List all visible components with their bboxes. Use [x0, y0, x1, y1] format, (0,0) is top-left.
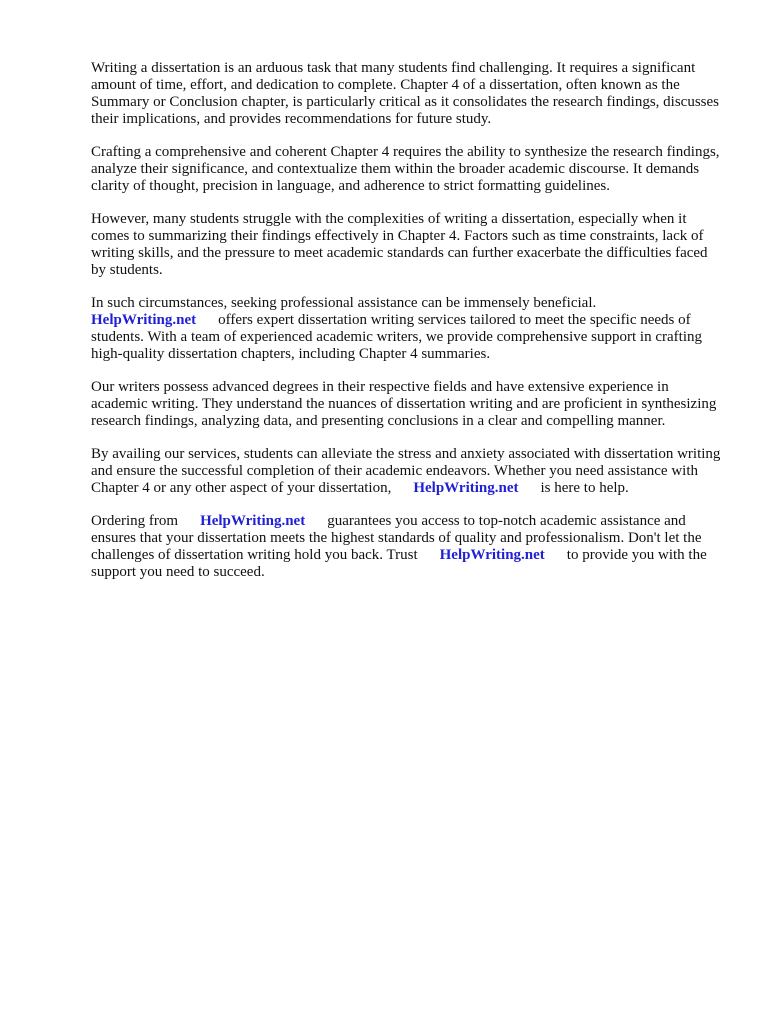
paragraph-ordering	[91, 513, 723, 581]
document-body	[91, 60, 723, 597]
helpwriting-link[interactable]: HelpWriting.net	[439, 547, 545, 563]
paragraph-professional-assistance	[91, 295, 723, 363]
paragraph-text: guarantees you access to top-notch academic assistance and ensures that your dissertation meets the highest standards of quality and professionalism. Don't let the challenges of dissertation writing hold you back. Trust	[91, 513, 702, 563]
helpwriting-link[interactable]: HelpWriting.net	[200, 513, 306, 529]
paragraph-writers-qualifications: Our writers possess advanced degrees in their respective fields and have extensive experience in academic writing. They understand the nuances of dissertation writing and are proficient in synthesizing research findings, analyzing data, and presenting conclusions in a clear and compelling manner.	[91, 379, 717, 429]
paragraph-text: Ordering from	[91, 513, 179, 529]
paragraph-student-struggles: However, many students struggle with the complexities of writing a dissertation, especially when it comes to summarizing their findings effectively in Chapter 4. Factors such as time constraints, lack of writing skills, and the pressure to meet academic standards can further exacerbate the difficulties faced by students.	[91, 211, 708, 278]
paragraph-chapter4-requirements: Crafting a comprehensive and coherent Chapter 4 requires the ability to synthesize the research findings, analyze their significance, and contextualize them within the broader academic discourse. It demands clarity of thought, precision in language, and adherence to strict formatting guidelines.	[91, 144, 720, 194]
helpwriting-link[interactable]: HelpWriting.net	[91, 312, 197, 328]
paragraph-text: is here to help.	[540, 480, 629, 496]
paragraph-text: By availing our services, students can alleviate the stress and anxiety associated with dissertation writing and ensure the successful completion of their academic endeavors. Whether you need assistance with Chapter 4 or any other aspect of your dissertation,	[91, 446, 721, 496]
helpwriting-link[interactable]: HelpWriting.net	[413, 480, 519, 496]
paragraph-intro: Writing a dissertation is an arduous task that many students find challenging. It requires a significant amount of time, effort, and dedication to complete. Chapter 4 of a dissertation, often known as the Summary or Conclusion chapter, is particularly critical as it consolidates the research findings, discusses their implications, and provides recommendations for future study.	[91, 60, 719, 127]
paragraph-text: to provide you with the support you need to succeed.	[91, 547, 707, 580]
paragraph-text: offers expert dissertation writing services tailored to meet the specific needs of students. With a team of experienced academic writers, we provide comprehensive support in crafting high-quality dissertation chapters, including Chapter 4 summaries.	[91, 312, 702, 362]
paragraph-text: In such circumstances, seeking professional assistance can be immensely beneficial.	[91, 295, 597, 311]
paragraph-availing-services	[91, 446, 723, 497]
